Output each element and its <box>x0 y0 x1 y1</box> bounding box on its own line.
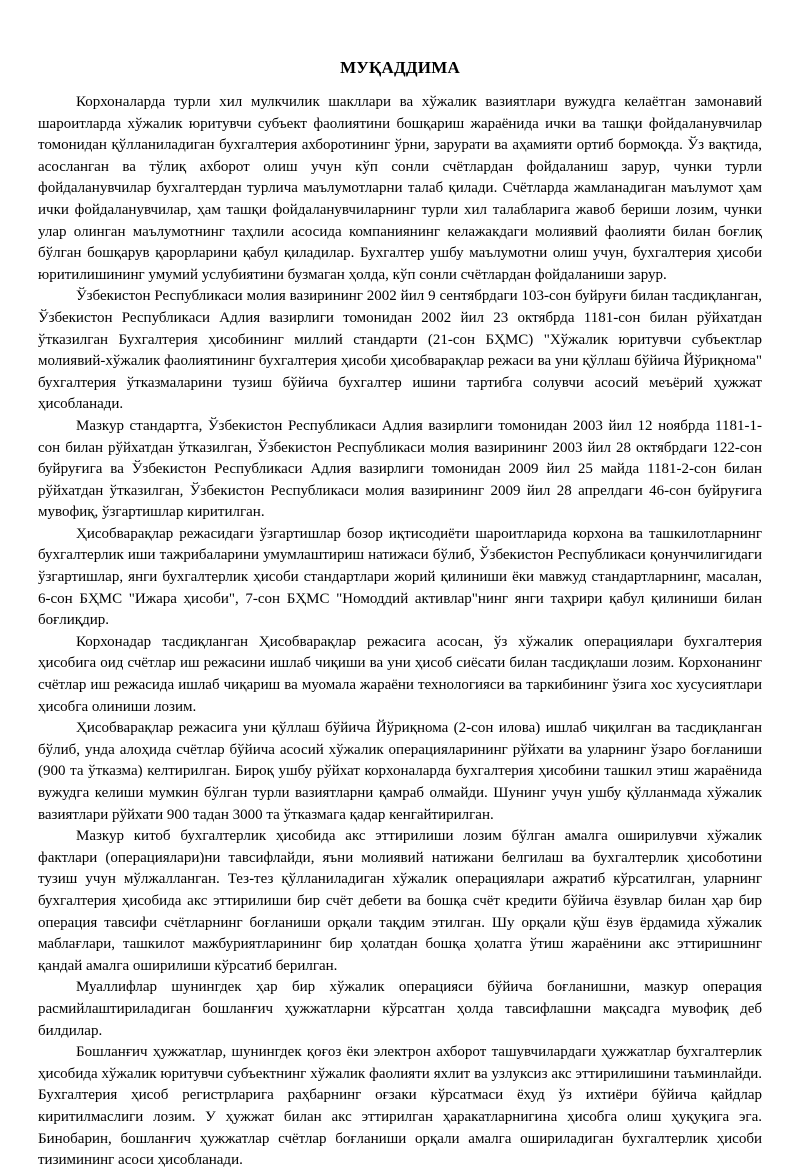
paragraph-1: Корхоналарда турли хил мулкчилик шакллари ва хўжалик вазиятлари вужудга келаётган замонавий шароитларда хўжалик юритувчи субъект фаолиятини бошқариш жараёнида ички ва ташқи фойдаланувчилар томонидан қўлланиладиган бухгалтерия ахборотининг ўрни, зарурати ва аҳамияти ортиб бормоқда. Ўз вақтида, асосланган ва тўлиқ ахборот олиш учун кўп сонли счётлардан фойдаланиш зарур, чунки турли фойдаланувчилар бухгалтердан турлича маълумотларни талаб қилади. Счётларда жамланадиган маълумот ҳам ички фойдаланувчилар, ҳам ташқи фойдаланувчиларнинг турли хил талабларига жавоб бериши лозим, чунки улар олинган маълумотнинг таҳлили асосида компаниянинг келажакдаги молиявий фаолияти билан боғлиқ бўлган бошқарув қарорларини қабул қиладилар. Бухгалтер ушбу маълумотни олиш учун, бухгалтерия ҳисоби юритилишининг умумий услубиятини бузмаган ҳолда, кўп сонли счётлардан фойдаланиши зарур. <box>38 94 762 283</box>
paragraph-4: Ҳисобварақлар режасидаги ўзгартишлар бозор иқтисодиёти шароитларида корхона ва ташкилотларнинг бухгалтерлик иши тажрибаларини умумлаштириш натижаси бўлиб, Ўзбекистон Республикаси қонунчилигидаги ўзгартишлар, янги бухгалтерлик ҳисоби стандартлари жорий қилиниши ёки мавжуд стандартларнинг, масалан, 6-сон БҲМС "Ижара ҳисоби", 7-сон БҲМС "Номоддий активлар"нинг янги таҳрири қабул қилиниши билан боғлиқдир. <box>38 525 762 629</box>
paragraph-8: Муаллифлар шунингдек ҳар бир хўжалик операцияси бўйича боғланишни, мазкур операция расмийлаштириладиган бошланғич ҳужжатларни кўрсатган ҳолда тавсифлашни мақсадга мувофиқ деб билдилар. <box>38 979 762 1039</box>
paragraph-6: Ҳисобварақлар режасига уни қўллаш бўйича Йўриқнома (2-сон илова) ишлаб чиқилган ва тасдиқланган бўлиб, унда алоҳида счётлар бўйича асосий хўжалик операцияларининг рўйхати ва уларнинг ўзаро боғланиши (900 та ўтказма) келтирилган. Бироқ ушбу рўйхат корхоналарда бухгалтерия ҳисобини ташкил этиш жараёнида вужудга келиши мумкин бўлган турли вазиятларни қамраб олмайди. Шунинг учун ушбу қўлланмада хўжалик вазиятлари рўйхати 900 тадан 3000 та ўтказмага қадар кенгайтирилган. <box>38 720 762 823</box>
paragraph-5: Корхонадар тасдиқланган Ҳисобварақлар режасига асосан, ўз хўжалик операциялари бухгалтерия ҳисобига оид счётлар иш режасини ишлаб чиқиши ва уни ҳисоб сиёсати билан тасдиқлаши лозим. Корхонанинг счётлар иш режасида ишлаб чиқариш ва муомала жараёни технологияси ва таркибининг ўзига хос хусусиятлари ҳисобга олиниши лозим. <box>38 633 762 715</box>
paragraph-3: Мазкур стандартга, Ўзбекистон Республикаси Адлия вазирлиги томонидан 2003 йил 12 ноябрда 1181-1-сон билан рўйхатдан ўтказилган, Ўзбекистон Республикаси молия вазирининг 2003 йил 28 октябрдаги 122-сон буйруғига ва Ўзбекистон Республикаси Адлия вазирлиги томонидан 2009 йил 25 майда 1181-2-сон билан рўйхатдан ўтказилган, Ўзбекистон Республикаси молия вазирининг 2009 йил 28 апрелдаги 46-сон буйруғига мувофиқ, ўзгартишлар киритилган. <box>38 417 762 521</box>
paragraph-9: Бошланғич ҳужжатлар, шунингдек қоғоз ёки электрон ахборот ташувчилардаги ҳужжатлар бухгалтерлик ҳисобида хўжалик юритувчи субъектнинг хўжалик фаолияти яхлит ва узлуксиз акс эттирилишини таъминлайди. Бухгалтерия ҳисоб регистрларига раҳбарнинг оғзаки кўрсатмаси ёхуд ўз ихтиёри бўйича қайдлар киритилмаслиги лозим. У ҳужжат билан акс эттирилган ҳаракатларнигина ҳисобга олиш ҳуқуқига эга. Бинобарин, бошланғич ҳужжатлар счётлар боғланиши орқали амалга ошириладиган бухгалтерлик ҳисоби тизимининг асоси ҳисобланади. <box>38 1044 762 1169</box>
page-title: МУҚАДДИМА <box>340 58 460 77</box>
paragraph-7: Мазкур китоб бухгалтерлик ҳисобида акс эттирилиши лозим бўлган амалга оширилувчи хўжалик фактлари (операциялари)ни тавсифлайди, яъни молиявий натижани белгилаш ва бухгалтерлик ҳисоботини тузиш учун мўлжалланган. Тез-тез қўлланиладиган хўжалик операциялари ажратиб кўрсатилган, уларнинг бухгалтерия ҳисобида акс эттирилиши бир счёт дебети ва бошқа счёт кредити бўйича ёзувлар билан ҳар бир операция тавсифи счётларнинг боғланиши орқали тақдим этилган. Шу орқали қўш ёзув ёрдамида хўжалик маблағлари, ташкилот мажбуриятларининг бир ҳолатдан бошқа ҳолатга ўтиш жараёнини акс эттиришнинг қандай амалга оширилиши кўрсатиб берилган. <box>38 828 762 974</box>
paragraph-2: Ўзбекистон Республикаси молия вазирининг 2002 йил 9 сентябрдаги 103-сон буйруғи билан тасдиқланган, Ўзбекистон Республикаси Адлия вазирлиги томонидан 2002 йил 23 октябрда 1181-сон билан рўйхатдан ўтказилган Бухгалтерия ҳисобининг миллий стандарти (21-сон БҲМС) "Хўжалик юритувчи субъектлар молиявий-хўжалик фаолиятининг бухгалтерия ҳисоби ҳисобварақлар режаси ва уни қўллаш бўйича Йўриқнома" бухгалтерия ўтказмаларини тузиш бўйича бухгалтер ишини тартибга солувчи асосий меъёрий ҳужжат ҳисобланади. <box>38 288 762 413</box>
